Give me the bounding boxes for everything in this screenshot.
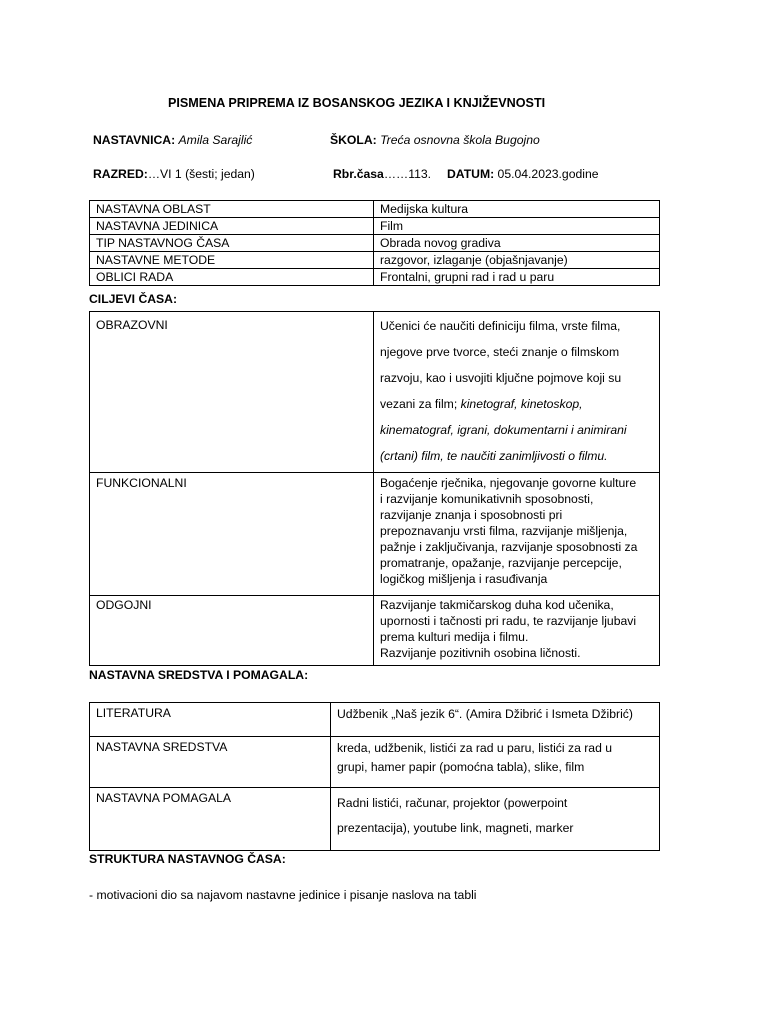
goal-text bbox=[374, 596, 660, 666]
info-value: Obrada novog gradiva bbox=[374, 235, 660, 252]
goal-line: njegove prve tvorce, steći znanje o filmskom bbox=[380, 345, 620, 359]
info-label: NASTAVNA JEDINICA bbox=[90, 218, 374, 235]
goal-line: Razvijanje takmičarskog duha kod učenika, bbox=[380, 598, 614, 612]
resource-label: NASTAVNA POMAGALA bbox=[90, 788, 331, 851]
teacher-row bbox=[93, 133, 252, 147]
table-row bbox=[90, 703, 660, 737]
page-title: PISMENA PRIPREMA IZ BOSANSKOG JEZIKA I KNJIŽEVNOSTI bbox=[168, 96, 546, 110]
info-label: OBLICI RADA bbox=[90, 269, 374, 286]
info-value: Frontalni, grupni rad i rad u paru bbox=[374, 269, 660, 286]
resources-table bbox=[89, 702, 660, 851]
structure-heading: STRUKTURA NASTAVNOG ČASA: bbox=[89, 852, 286, 866]
resource-text bbox=[331, 788, 660, 851]
info-value: razgovor, izlaganje (objašnjavanje) bbox=[374, 252, 660, 269]
table-row bbox=[90, 269, 660, 286]
school-label: ŠKOLA: bbox=[330, 133, 377, 147]
table-row bbox=[90, 788, 660, 851]
goal-line: razvijanje znanja i sposobnosti pri bbox=[380, 508, 563, 522]
info-value: Medijska kultura bbox=[374, 201, 660, 218]
goal-line: razvoju, kao i usvojiti ključne pojmove koji su bbox=[380, 371, 622, 385]
lesson-number-row bbox=[333, 167, 431, 181]
table-row bbox=[90, 596, 660, 666]
goal-line: Učenici će naučiti definiciju filma, vrste filma, bbox=[380, 319, 621, 333]
resource-line: prezentacija), youtube link, magneti, marker bbox=[337, 821, 574, 835]
teacher-value: Amila Sarajlić bbox=[178, 133, 253, 147]
lesson-number-value: ……113. bbox=[383, 167, 432, 181]
info-label: NASTAVNE METODE bbox=[90, 252, 374, 269]
table-row bbox=[90, 218, 660, 235]
goal-line bbox=[380, 391, 659, 417]
goal-line: prema kulturi medija i filmu. bbox=[380, 630, 529, 644]
resource-line: Udžbenik „Naš jezik 6“. (Amira Džibrić i Ismeta Džibrić) bbox=[337, 707, 633, 721]
date-value: 05.04.2023.godine bbox=[497, 167, 599, 181]
table-row bbox=[90, 312, 660, 473]
date-row bbox=[447, 167, 599, 181]
goal-line: upornosti i tačnosti pri radu, te razvijanje ljubavi bbox=[380, 614, 637, 628]
goal-label: FUNKCIONALNI bbox=[90, 473, 374, 596]
class-value: …VI 1 (šesti; jedan) bbox=[147, 167, 255, 181]
resource-line: kreda, udžbenik, listići za rad u paru, listići za rad u bbox=[337, 741, 613, 755]
table-row bbox=[90, 201, 660, 218]
goals-table bbox=[89, 311, 660, 666]
goal-text-italic: kinetograf, kinetoskop, bbox=[460, 397, 583, 411]
info-value: Film bbox=[374, 218, 660, 235]
class-row bbox=[93, 167, 255, 181]
lesson-info-table bbox=[89, 200, 660, 286]
goal-label: ODGOJNI bbox=[90, 596, 374, 666]
resource-line: grupi, hamer papir (pomoćna tabla), slike, film bbox=[337, 760, 585, 774]
teacher-label: NASTAVNICA: bbox=[93, 133, 176, 147]
date-label: DATUM: bbox=[447, 167, 495, 181]
school-row bbox=[330, 133, 540, 147]
goal-line: kinematograf, igrani, dokumentarni i animirani bbox=[380, 423, 627, 437]
goal-label: OBRAZOVNI bbox=[90, 312, 374, 473]
table-row bbox=[90, 473, 660, 596]
goal-line: Bogaćenje rječnika, njegovanje govorne kulture bbox=[380, 476, 637, 490]
goal-text-plain: vezani za film; bbox=[380, 397, 461, 411]
resource-label: NASTAVNA SREDSTVA bbox=[90, 737, 331, 788]
class-label: RAZRED: bbox=[93, 167, 148, 181]
goal-line: prepoznavanju vrsti filma, razvijanje mišljenja, bbox=[380, 524, 628, 538]
resource-text bbox=[331, 737, 660, 788]
resource-line: Radni listići, računar, projektor (powerpoint bbox=[337, 796, 568, 810]
goal-line: pažnje i zaključivanja, razvijanje sposobnosti za bbox=[380, 540, 638, 554]
info-label: TIP NASTAVNOG ČASA bbox=[90, 235, 374, 252]
goal-line: promatranje, opažanje, razvijanje percepcije, bbox=[380, 556, 622, 570]
resource-label: LITERATURA bbox=[90, 703, 331, 737]
info-label: NASTAVNA OBLAST bbox=[90, 201, 374, 218]
goal-text bbox=[374, 473, 660, 596]
goal-line: logičkog mišljenja i rasuđivanja bbox=[380, 572, 548, 586]
goal-line: (crtani) film, te naučiti zanimljivosti o filmu. bbox=[380, 449, 608, 463]
goal-text bbox=[374, 312, 660, 473]
school-value: Treća osnovna škola Bugojno bbox=[380, 133, 540, 147]
table-row bbox=[90, 235, 660, 252]
table-row bbox=[90, 252, 660, 269]
goals-heading: CILJEVI ČASA: bbox=[89, 292, 178, 306]
goal-line: Razvijanje pozitivnih osobina ličnosti. bbox=[380, 646, 581, 660]
resources-heading: NASTAVNA SREDSTVA I POMAGALA: bbox=[89, 668, 309, 682]
lesson-number-label: Rbr.časa bbox=[333, 167, 384, 181]
goal-line: i razvijanje komunikativnih sposobnosti, bbox=[380, 492, 594, 506]
structure-item: - motivacioni dio sa najavom nastavne jedinice i pisanje naslova na tabli bbox=[89, 888, 477, 902]
table-row bbox=[90, 737, 660, 788]
resource-text bbox=[331, 703, 660, 737]
